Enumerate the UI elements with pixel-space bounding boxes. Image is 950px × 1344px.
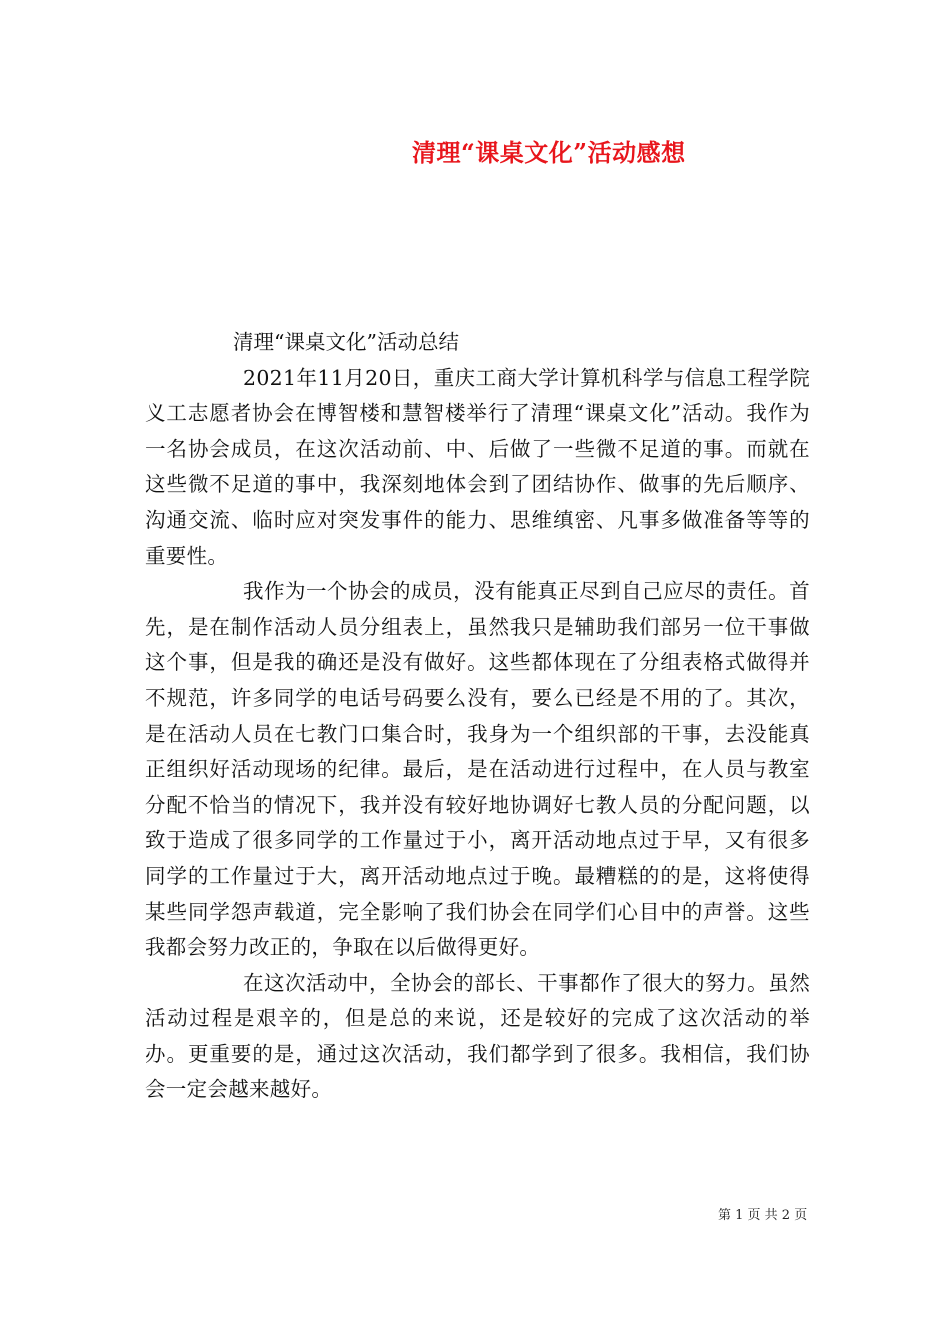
paragraph-2: 我作为一个协会的成员，没有能真正尽到自己应尽的责任。首先，是在制作活动人员分组表上，虽然我只是辅助我们部另一位干事做这个事，但是我的确还是没有做好。这些都体现在了分组表格式做得并不规范，许多同学的电话号码要么没有，要么已经是不用的了。其次，是在活动人员在七教门口集合时，我身为一个组织部的干事，去没能真正组织好活动现场的纪律。最后，是在活动进行过程中，在人员与教室分配不恰当的情况下，我并没有较好地协调好七教人员的分配问题，以致于造成了很多同学的工作量过于小，离开活动地点过于早，又有很多同学的工作量过于大，离开活动地点过于晚。最糟糕的的是，这将使得某些同学怨声载道，完全影响了我们协会在同学们心目中的声誉。这些我都会努力改正的，争取在以后做得更好。 bbox=[145, 579, 810, 960]
document-body bbox=[145, 325, 810, 1108]
document-title: 清理“课桌文化”活动感想 bbox=[412, 138, 686, 167]
paragraph-3: 在这次活动中，全协会的部长、干事都作了很大的努力。虽然活动过程是艰辛的，但是总的来说，还是较好的完成了这次活动的举办。更重要的是，通过这次活动，我们都学到了很多。我相信，我们协会一定会越来越好。 bbox=[145, 970, 810, 1102]
document-subtitle: 清理“课桌文化”活动总结 bbox=[233, 330, 459, 354]
page-number: 第 1 页 共 2 页 bbox=[718, 1208, 808, 1223]
paragraph-1: 2021年11月20日，重庆工商大学计算机科学与信息工程学院义工志愿者协会在博智楼和慧智楼举行了清理“课桌文化”活动。我作为一名协会成员，在这次活动前、中、后做了一些微不足道的事。而就在这些微不足道的事中，我深刻地体会到了团结协作、做事的先后顺序、沟通交流、临时应对突发事件的能力、思维缜密、凡事多做准备等等的重要性。 bbox=[145, 365, 810, 568]
